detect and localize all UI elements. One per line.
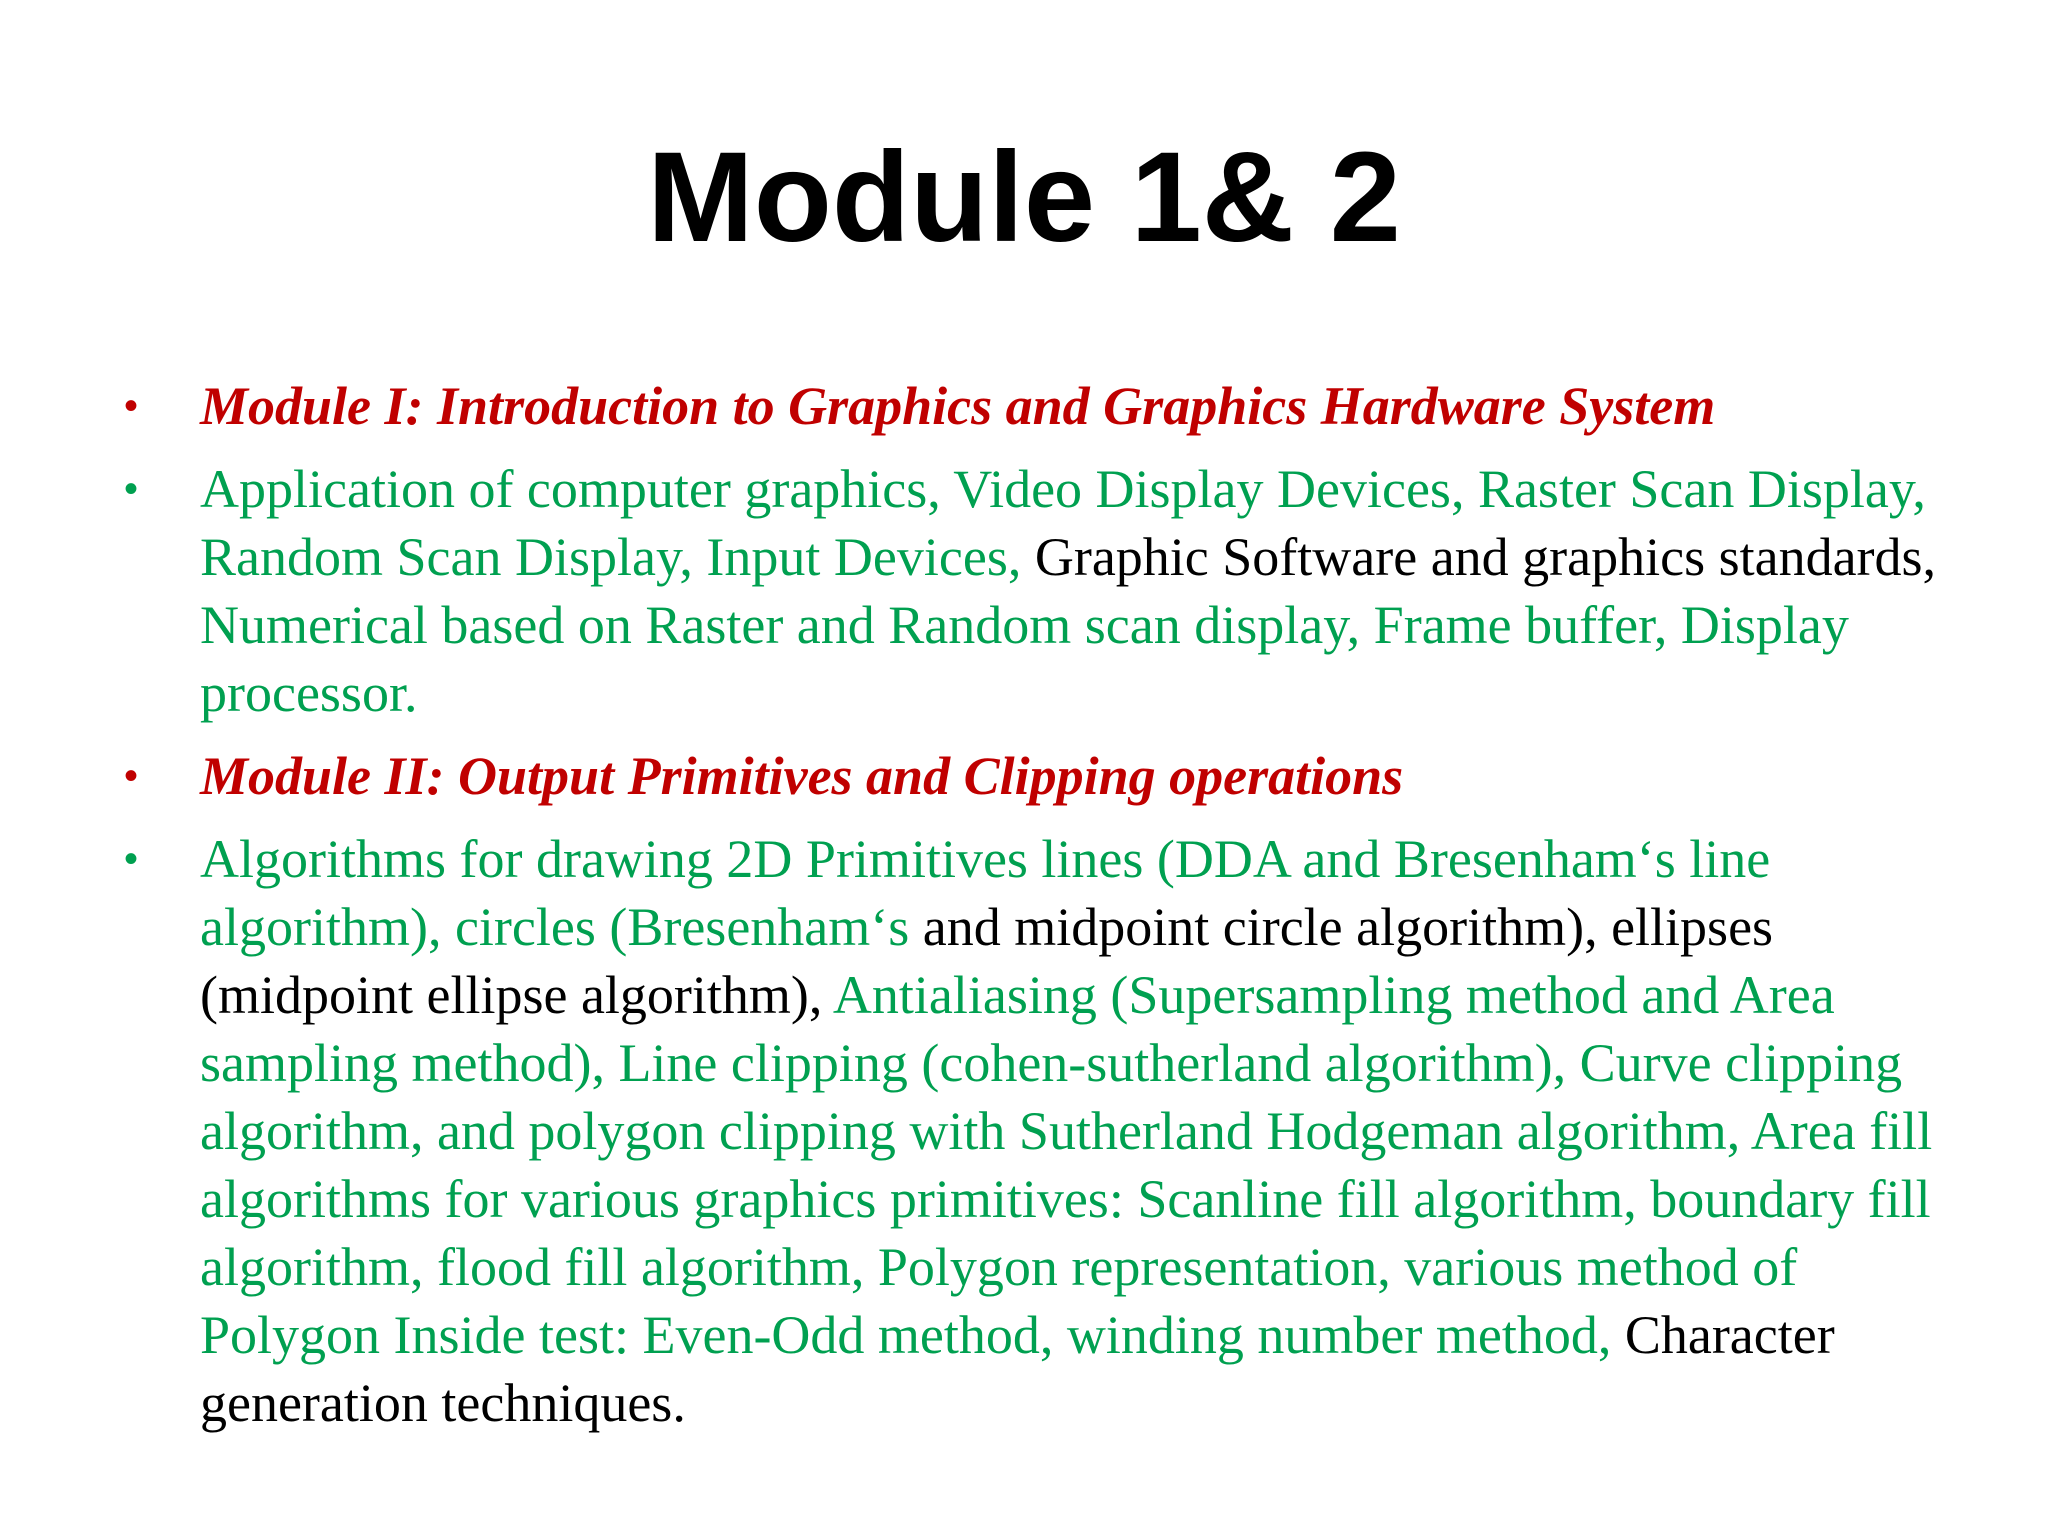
topic-text-segment: Antialiasing (Supersampling method and Area sampling method), Line clipping (cohen-sutherland algorithm), Curve clipping algorithm, and polygon clipping with Sutherland Hodgeman algorithm, Area fill algorithms for various graphics primitives: Scanline fill algorithm, boundary fill algorithm, flood fill algorithm, Polygon representation, various method of Polygon Inside test: Even-Odd method, winding number method, [200,965,1933,1365]
bullet-dot-icon: • [124,384,139,428]
module-heading-item [118,372,1948,440]
module-heading-item [118,742,1948,810]
module-heading-text: Module II: Output Primitives and Clipping operations [200,746,1404,806]
topic-text-segment: Algorithms for drawing 2D Primitives lines (DDA and Bresenham‘s line algorithm), circles (Bresenham‘s [200,829,1771,957]
module-topics-item [118,455,1948,727]
topic-text-segment: Numerical based on Raster and Random scan display, Frame buffer, Display processor. [200,595,1849,723]
topic-text-segment: and midpoint circle algorithm), ellipses (midpoint ellipse algorithm), [200,897,1774,1025]
module-heading-text: Module I: Introduction to Graphics and Graphics Hardware System [200,376,1716,436]
topic-text-segment: Application of computer graphics, Video Display Devices, Raster Scan Display, Random Scan Display, Input Devices, [200,459,1926,587]
bullet-dot-icon: • [124,754,139,798]
bullet-dot-icon: • [124,837,139,881]
bullet-list [118,372,1948,1452]
bullet-dot-icon: • [124,467,139,511]
slide-title: Module 1& 2 [647,126,1401,269]
topic-text-segment: Graphic Software and graphics standards, [1034,527,1937,587]
module-topics-item [118,825,1948,1437]
topic-text-segment: Character generation techniques. [200,1305,1835,1433]
